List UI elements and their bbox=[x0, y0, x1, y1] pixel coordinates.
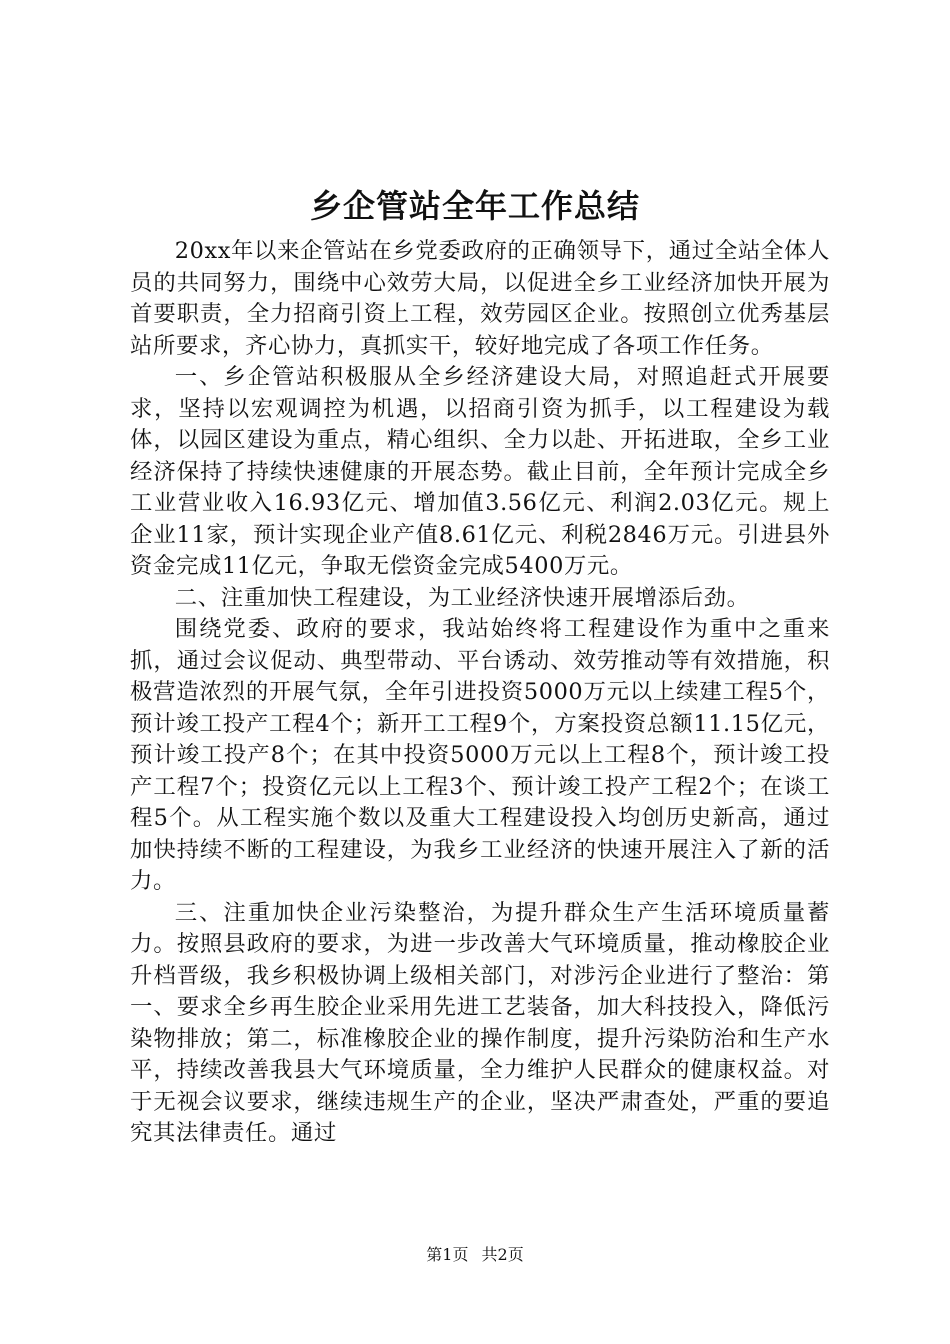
paragraph-section-2-body: 围绕党委、政府的要求，我站始终将工程建设作为重中之重来抓，通过会议促动、典型带动、平台诱动、效劳推动等有效措施，积极营造浓烈的开展气氛，全年引进投资5000万元以上续建工程5个，预计竣工投产工程4个；新开工工程9个，方案投资总额11.15亿元，预计竣工投产8个；在其中投资5000万元以上工程8个，预计竣工投产工程7个；投资亿元以上工程3个、预计竣工投产工程2个；在谈工程5个。从工程实施个数以及重大工程建设投入均创历史新高，通过加快持续不断的工程建设，为我乡工业经济的快速开展注入了新的活力。 bbox=[130, 616, 830, 894]
document-body bbox=[130, 236, 830, 1150]
page-number-total: 共2页 bbox=[481, 1245, 524, 1264]
page-number-current: 第1页 bbox=[426, 1245, 469, 1264]
paragraph-section-2-heading: 二、注重加快工程建设，为工业经济快速开展增添后劲。 bbox=[174, 584, 750, 611]
paragraph-intro: 20xx年以来企管站在乡党委政府的正确领导下，通过全站全体人员的共同努力，围绕中心效劳大局，以促进全乡工业经济加快开展为首要职责，全力招商引资上工程，效劳园区企业。按照创立优秀基层站所要求，齐心协力，真抓实干，较好地完成了各项工作任务。 bbox=[130, 238, 830, 359]
paragraph-section-3: 三、注重加快企业污染整治，为提升群众生产生活环境质量蓄力。按照县政府的要求，为进一步改善大气环境质量，推动橡胶企业升档晋级，我乡积极协调上级相关部门，对涉污企业进行了整治：第一、要求全乡再生胶企业采用先进工艺装备，加大科技投入，降低污染物排放；第二，标准橡胶企业的操作制度，提升污染防治和生产水平，持续改善我县大气环境质量，全力维护人民群众的健康权益。对于无视会议要求，继续违规生产的企业，坚决严肃查处，严重的要追究其法律责任。通过 bbox=[130, 899, 830, 1146]
page-footer bbox=[0, 1244, 950, 1266]
paragraph-section-1: 一、乡企管站积极服从全乡经济建设大局，对照追赶式开展要求，坚持以宏观调控为机遇，以招商引资为抓手，以工程建设为载体，以园区建设为重点，精心组织、全力以赴、开拓进取，全乡工业经济保持了持续快速健康的开展态势。截止目前，全年预计完成全乡工业营业收入16.93亿元、增加值3.56亿元、利润2.03亿元。规上企业11家，预计实现企业产值8.61亿元、利税2846万元。引进县外资金完成11亿元，争取无偿资金完成5400万元。 bbox=[130, 364, 830, 579]
document-title: 乡企管站全年工作总结 bbox=[309, 187, 640, 225]
